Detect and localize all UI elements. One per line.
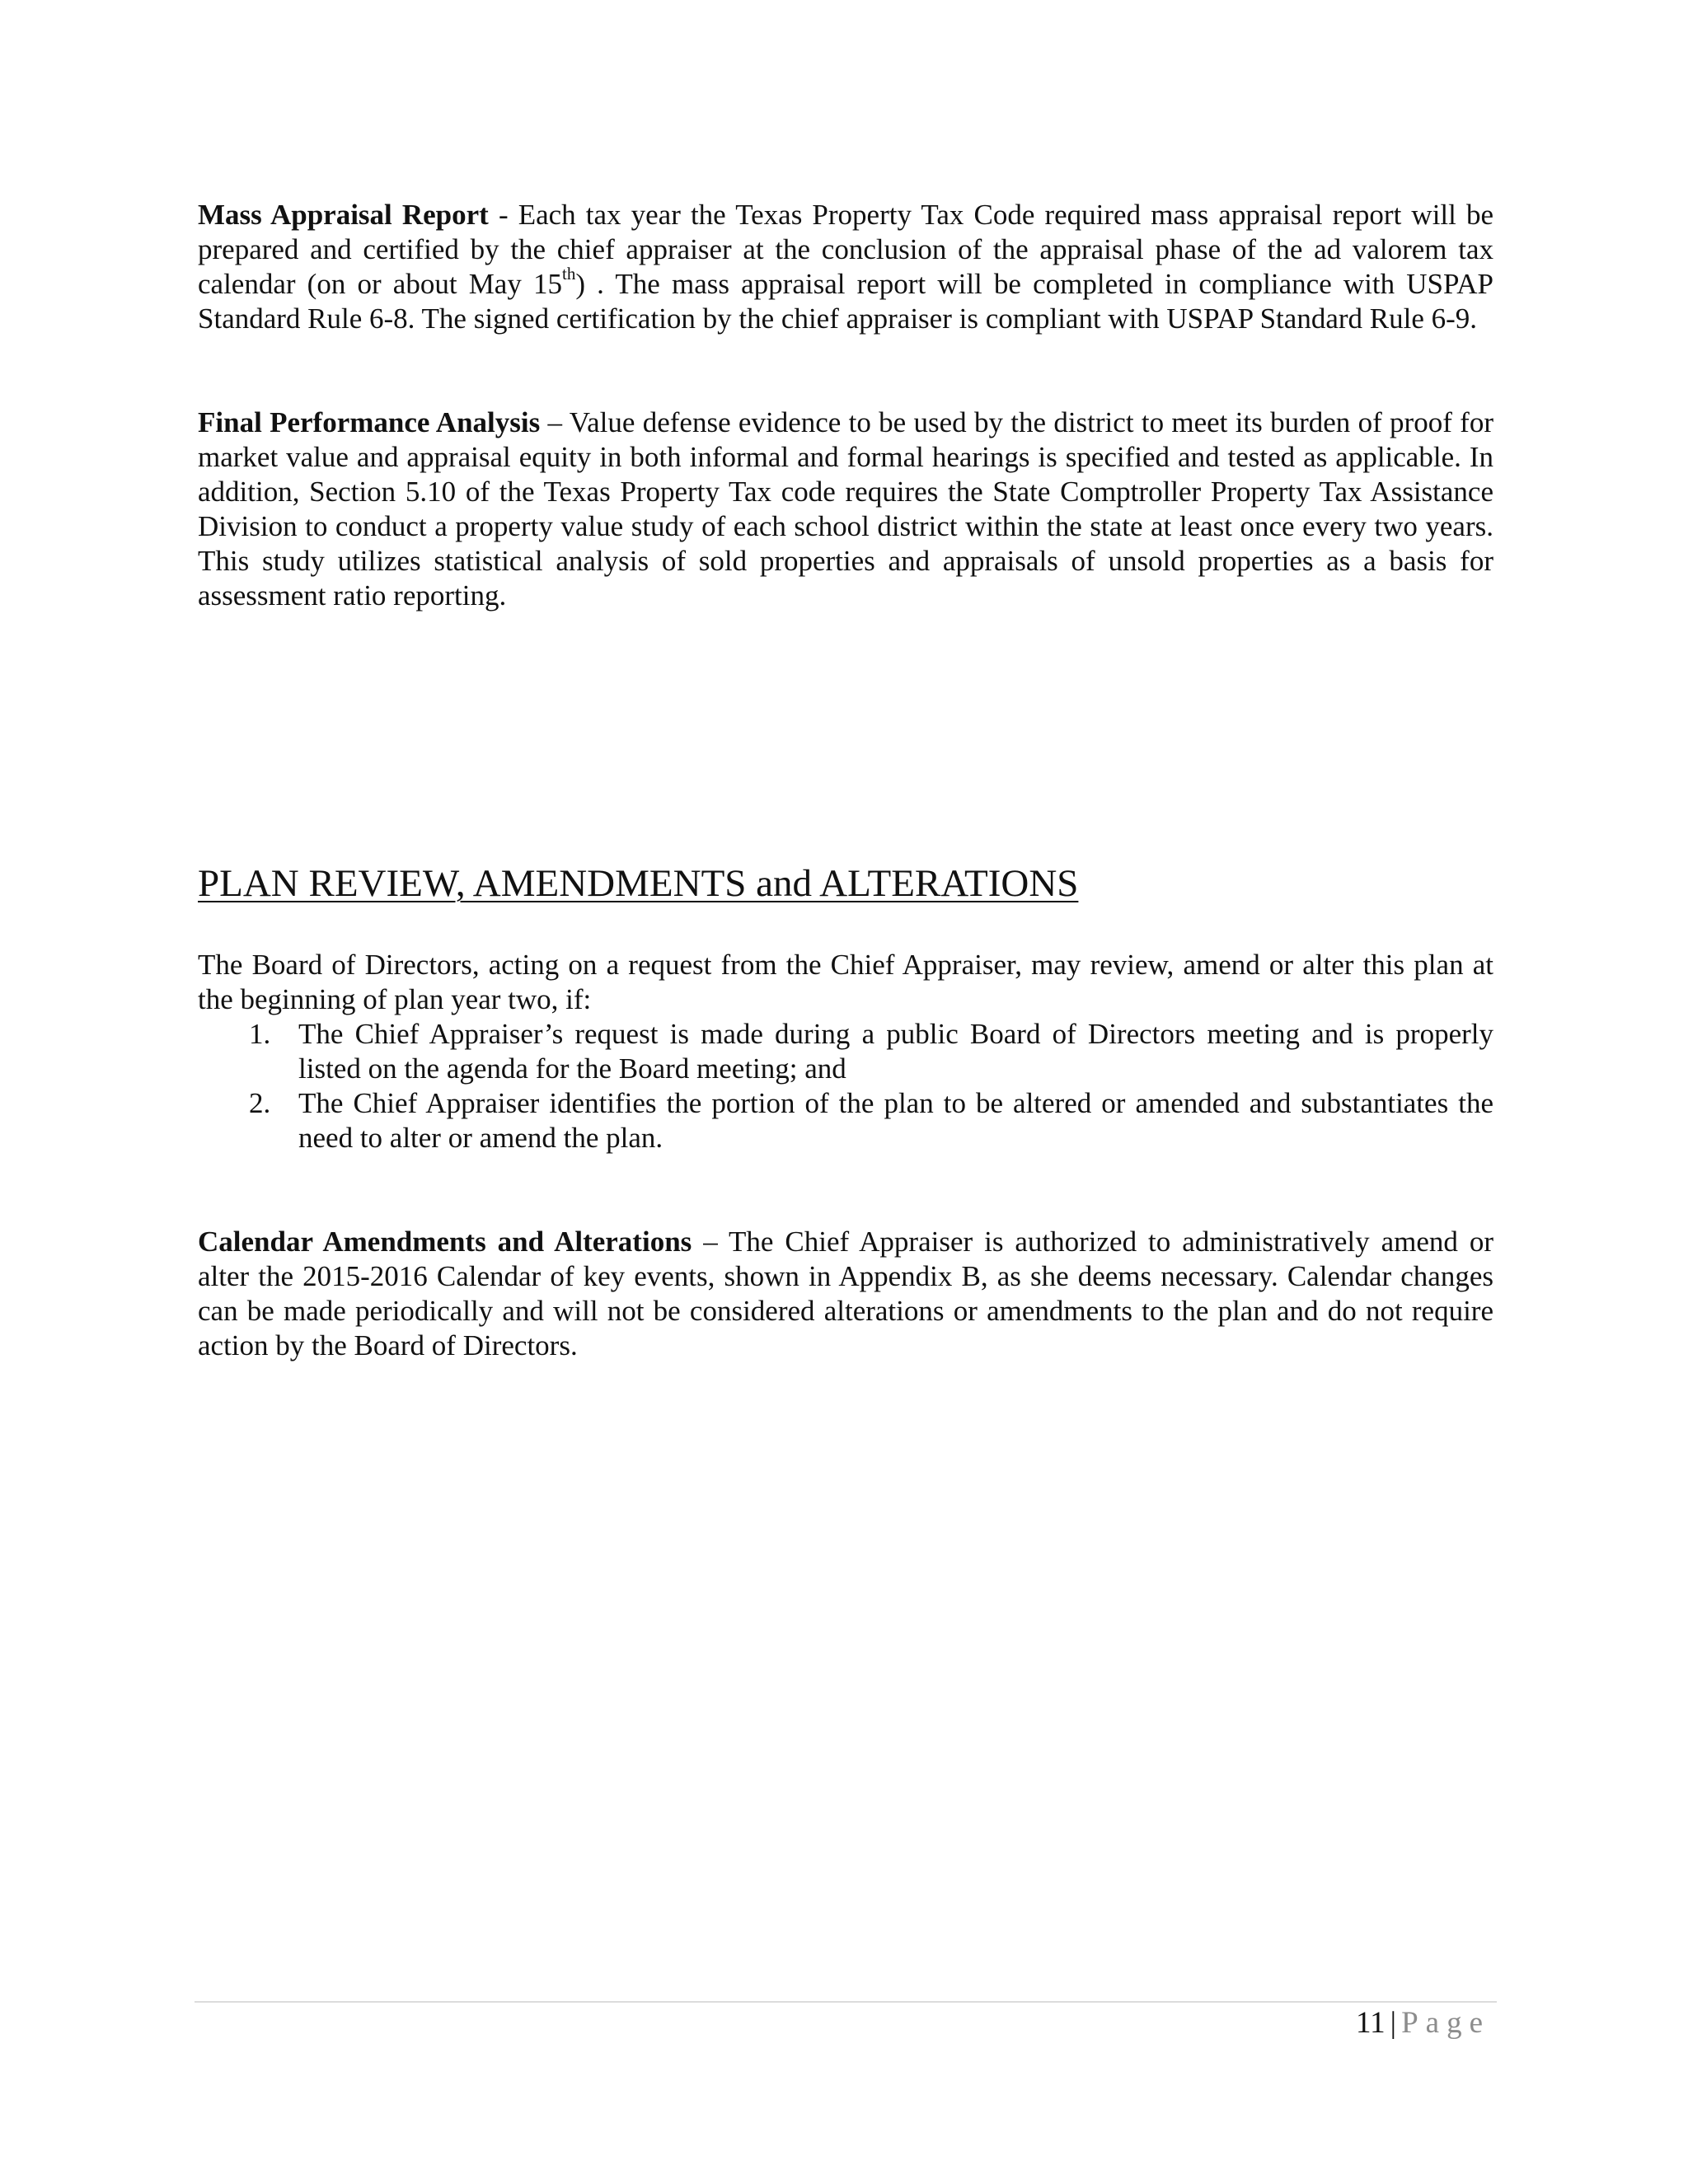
plan-review-section-heading: PLAN REVIEW, AMENDMENTS and ALTERATIONS <box>198 862 1079 905</box>
mass-appraisal-report-text-b: ) . The mass appraisal report will be completed in compliance with USPAP Standard Rule 6-8. The signed certification by the chief appraiser is compliant with USPAP Standard Rule 6-9. <box>198 268 1493 335</box>
final-performance-analysis-text: – Value defense evidence to be used by the district to meet its burden of proof for market value and appraisal equity in both informal and formal hearings is specified and tested as applicable. In addition, Section 5.10 of the Texas Property Tax code requires the State Comptroller Property Tax Assistance Division to conduct a property value study of each school district within the state at least once every two years. This study utilizes statistical analysis of sold properties and appraisals of unsold properties as a basis for assessment ratio reporting. <box>198 406 1493 612</box>
ordinal-superscript: th <box>562 264 576 284</box>
calendar-amendments-paragraph <box>198 1225 1493 1363</box>
final-performance-analysis-paragraph <box>198 405 1493 613</box>
footer-separator: | <box>1390 2006 1397 2040</box>
list-item-text: The Chief Appraiser identifies the portion of the plan to be altered or amended and substantiates the need to alter or amend the plan. <box>298 1087 1493 1154</box>
mass-appraisal-report-paragraph <box>198 198 1493 336</box>
plan-review-numbered-list <box>198 1017 1493 1155</box>
list-item-number: 1. <box>249 1018 271 1050</box>
page-number: 11 <box>1356 2006 1386 2040</box>
mass-appraisal-report-heading: Mass Appraisal Report <box>198 199 489 231</box>
final-performance-analysis-heading: Final Performance Analysis <box>198 406 541 438</box>
footer-divider <box>195 2001 1497 2003</box>
plan-review-intro: The Board of Directors, acting on a request from the Chief Appraiser, may review, amend or alter this plan at the beginning of plan year two, if: <box>198 949 1493 1015</box>
calendar-amendments-text: – The Chief Appraiser is authorized to administratively amend or alter the 2015-2016 Calendar of key events, shown in Appendix B, as she deems necessary. Calendar changes can be made periodically and will not be considered alterations or amendments to the plan and do not require action by the Board of Directors. <box>198 1226 1493 1361</box>
list-item-number: 2. <box>249 1087 271 1119</box>
mass-appraisal-report-text-a: - Each tax year the Texas Property Tax Code required mass appraisal report will be prepared and certified by the chief appraiser at the conclusion of the appraisal phase of the ad valorem tax calendar (on or about May 15 <box>198 199 1494 300</box>
page-label: Page <box>1401 2006 1490 2040</box>
page-footer <box>1356 2004 1490 2042</box>
calendar-amendments-heading: Calendar Amendments and Alterations <box>198 1226 692 1258</box>
list-item <box>198 1017 1493 1086</box>
list-item <box>198 1086 1493 1155</box>
list-item-text: The Chief Appraiser’s request is made during a public Board of Directors meeting and is properly listed on the agenda for the Board meeting; and <box>298 1018 1493 1085</box>
